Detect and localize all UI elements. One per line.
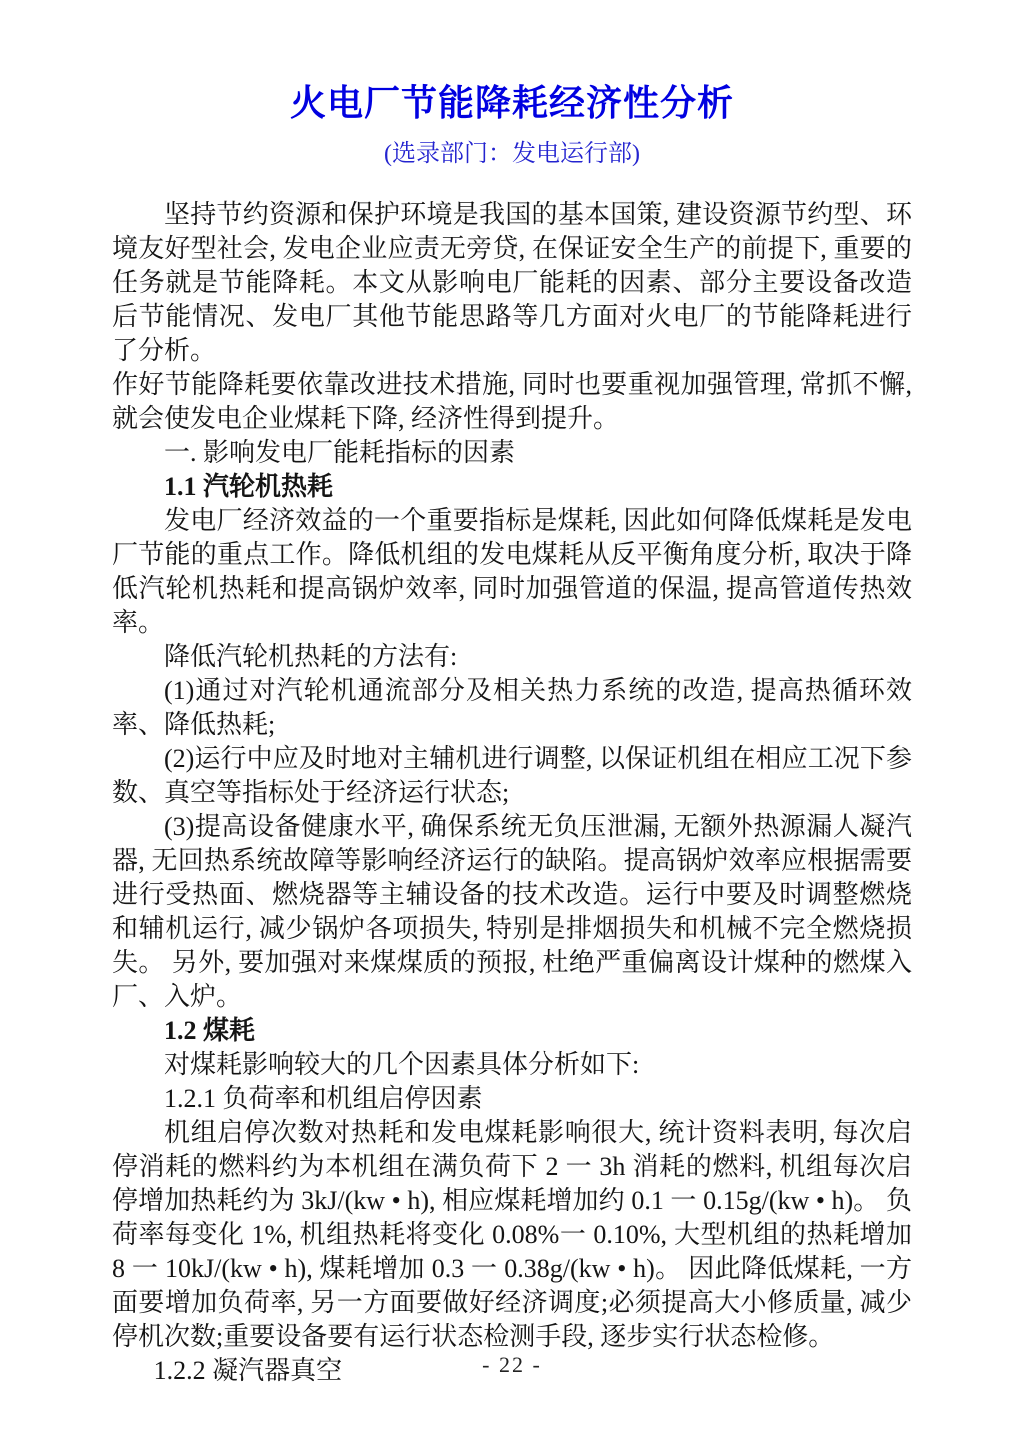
paragraph-intro: 坚持节约资源和保护环境是我国的基本国策, 建设资源节约型、环境友好型社会, 发电企业应责无旁贷, 在保证安全生产的前提下, 重要的任务就是节能降耗。本文从影响电厂能耗的因素、部分主要设备改造后节能情况、发电厂其他节能思路等几方面对火电厂的节能降耗进行了分析。 bbox=[112, 200, 912, 365]
subsection-heading-turbine-heat-rate: 1.1 汽轮机热耗 bbox=[164, 472, 334, 501]
paragraph-startup-shutdown-analysis: 机组启停次数对热耗和发电煤耗影响很大, 统计资料表明, 每次启停消耗的燃料约为本机组在满负荷下 2 一 3h 消耗的燃料, 机组每次启停增加热耗约为 3kJ/(kw • h), 相应煤耗增加约 0.1 一 0.15g/(kw • h)。 负荷率每变化 1%, 机组热耗将变化 0.08%一 0.10%, 大型机组的热耗增加 8 一 10kJ/(kw • h), 煤耗增加 0.3 一 0.38g/(kw • h)。 因此降低煤耗, 一方面要增加负荷率, 另一方面要做好经济调度;必须提高大小修质量, 减少停机次数;重要设备要有运行状态检测手段, 逐步实行状态检修。 bbox=[112, 1118, 912, 1351]
list-item-method-2: (2)运行中应及时地对主辅机进行调整, 以保证机组在相应工况下参数、真空等指标处于经济运行状态; bbox=[112, 744, 912, 807]
list-item-method-1: (1)通过对汽轮机通流部分及相关热力系统的改造, 提高热循环效率、降低热耗; bbox=[112, 676, 912, 739]
document-subtitle: (选录部门：发电运行部) bbox=[384, 141, 640, 167]
subsection-heading-load-rate: 1.2.1 负荷率和机组启停因素 bbox=[164, 1084, 483, 1113]
subsection-heading-coal-consumption: 1.2 煤耗 bbox=[164, 1016, 256, 1045]
subsection-heading-condenser-vacuum: 1.2.2 凝汽器真空 bbox=[153, 1356, 343, 1385]
paragraph-methods-lead-in: 降低汽轮机热耗的方法有: bbox=[164, 642, 458, 671]
paragraph-coal-consumption-index: 发电厂经济效益的一个重要指标是煤耗, 因此如何降低煤耗是发电厂节能的重点工作。降低机组的发电煤耗从反平衡角度分析, 取决于降低汽轮机热耗和提高锅炉效率, 同时加强管道的保温, 提高管道传热效率。 bbox=[112, 506, 912, 637]
paragraph-management-note: 作好节能降耗要依靠改进技术措施, 同时也要重视加强管理, 常抓不懈, 就会使发电企业煤耗下降, 经济性得到提升。 bbox=[112, 370, 912, 433]
page-number: - 22 - bbox=[482, 1352, 542, 1377]
document-body bbox=[112, 198, 912, 1388]
document-title: 火电厂节能降耗经济性分析 bbox=[289, 82, 734, 123]
section-heading-factors: 一. 影响发电厂能耗指标的因素 bbox=[164, 438, 516, 467]
paragraph-analysis-lead-in: 对煤耗影响较大的几个因素具体分析如下: bbox=[164, 1050, 640, 1079]
list-item-method-3: (3)提高设备健康水平, 确保系统无负压泄漏, 无额外热源漏人凝汽器, 无回热系统故障等影响经济运行的缺陷。提高锅炉效率应根据需要进行受热面、燃烧器等主辅设备的技术改造。运行中要及时调整燃烧和辅机运行, 减少锅炉各项损失, 特别是排烟损失和机械不完全燃烧损失。 另外, 要加强对来煤煤质的预报, 杜绝严重偏离设计煤种的燃煤入厂、入炉。 bbox=[112, 812, 912, 1011]
